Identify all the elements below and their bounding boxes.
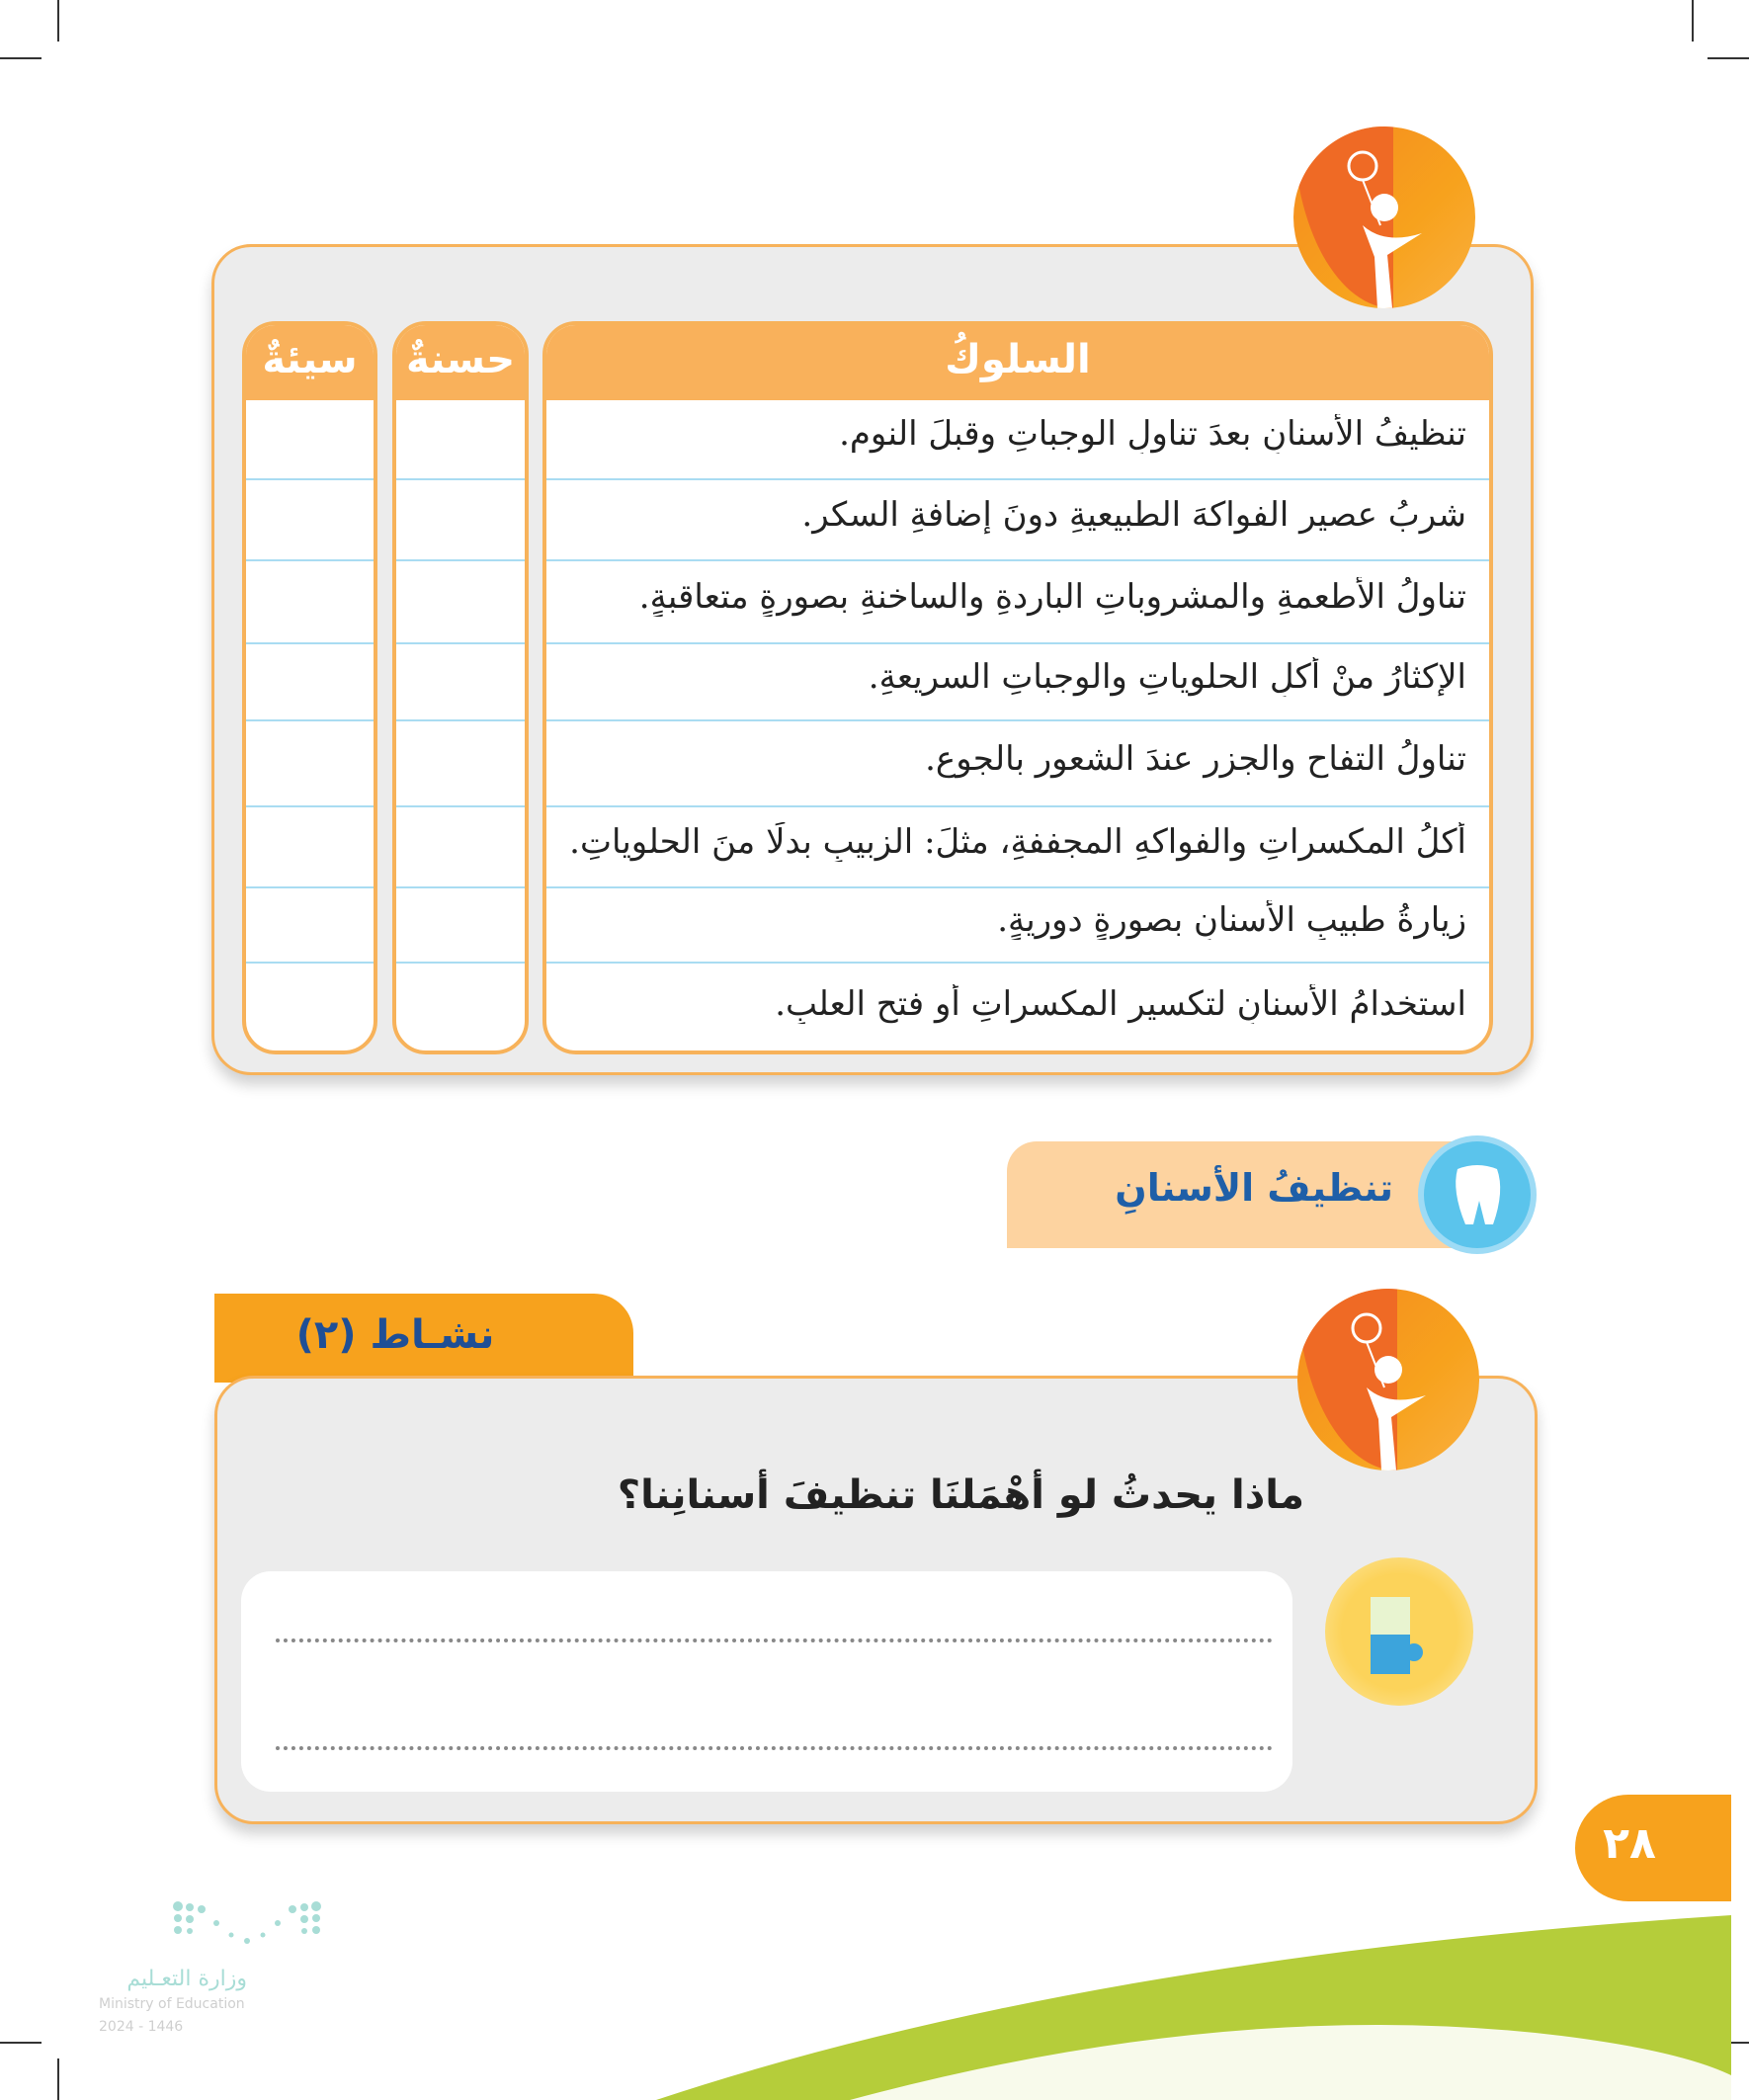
good-checkbox-cell[interactable]: [396, 561, 525, 640]
bad-checkbox-cell[interactable]: [246, 398, 374, 476]
activity-medal-icon: [1293, 126, 1475, 308]
ministry-logo-english: Ministry of Education: [99, 1996, 245, 2012]
activity-question: ماذا يحدثُ لو أهْمَلنَا تنظيفَ أسنانِنا؟: [617, 1472, 1304, 1518]
behavior-row-text: الإكثارُ منْ أكلِ الحلوياتِ والوجباتِ السريعةِ.: [868, 657, 1466, 697]
behavior-row-text: استخدامُ الأسنانِ لتكسيرِ المكسراتِ أو فتحِ العلبِ.: [775, 984, 1466, 1024]
crop-mark: [1707, 57, 1749, 59]
behavior-row-text: شربُ عصيرِ الفواكهَ الطبيعيةِ دونَ إضافةِ السكرِ.: [801, 495, 1466, 535]
bad-checkbox-cell[interactable]: [246, 721, 374, 803]
behavior-header: السلوكُ: [546, 325, 1489, 400]
good-checkbox-cell[interactable]: [396, 888, 525, 960]
activity-medal-icon: [1297, 1289, 1479, 1470]
ministry-logo-dots: [172, 1901, 322, 1953]
row-divider: [546, 559, 1489, 561]
behavior-row-text: أكلُ المكسراتِ والفواكهِ المجففةِ، مثلَ: الزبيبِ بدلًا منَ الحلوياتِ.: [569, 822, 1466, 862]
row-divider: [546, 886, 1489, 888]
row-divider: [546, 805, 1489, 807]
activity-tab-label: نشـاط (٢): [295, 1312, 495, 1358]
bad-checkbox-cell[interactable]: [246, 964, 374, 1052]
section-title: تنظيفُ الأسنانِ: [1115, 1166, 1393, 1210]
crop-mark: [1692, 0, 1694, 42]
row-divider: [546, 962, 1489, 964]
good-header: حسنةٌ: [396, 325, 525, 400]
crop-mark: [0, 57, 42, 59]
ministry-logo-year: 2024 - 1446: [99, 2019, 184, 2035]
bad-header: سيئةٌ: [246, 325, 374, 400]
row-divider: [546, 719, 1489, 721]
good-checkbox-cell[interactable]: [396, 721, 525, 803]
crop-mark: [57, 0, 59, 42]
bad-checkbox-cell[interactable]: [246, 480, 374, 557]
good-checkbox-cell[interactable]: [396, 480, 525, 557]
behavior-row-text: زيارةُ طبيبِ الأسنانِ بصورةٍ دوريةٍ.: [997, 900, 1466, 940]
behavior-row-text: تناولُ التفاحِ والجزرِ عندَ الشعورِ بالجوعِ.: [925, 739, 1466, 779]
bad-checkbox-cell[interactable]: [246, 888, 374, 960]
behavior-row-text: تنظيفُ الأسنانِ بعدَ تناولِ الوجباتِ وقبلَ النومِ.: [839, 414, 1466, 454]
bad-checkbox-cell[interactable]: [246, 561, 374, 640]
good-checkbox-cell[interactable]: [396, 807, 525, 884]
answer-line[interactable]: [276, 1746, 1273, 1750]
row-divider: [546, 478, 1489, 480]
puzzle-icon: [1325, 1557, 1473, 1706]
bad-checkbox-cell[interactable]: [246, 807, 374, 884]
answer-box[interactable]: [241, 1571, 1292, 1792]
row-divider: [546, 642, 1489, 644]
ministry-logo-arabic: وزارة التعـليم: [126, 1967, 247, 1991]
good-checkbox-cell[interactable]: [396, 644, 525, 717]
answer-line[interactable]: [276, 1638, 1273, 1642]
tooth-icon: [1418, 1135, 1537, 1254]
bad-checkbox-cell[interactable]: [246, 644, 374, 717]
behavior-row-text: تناولُ الأطعمةِ والمشروباتِ الباردةِ والساخنةِ بصورةٍ متعاقبةٍ.: [638, 577, 1466, 617]
good-checkbox-cell[interactable]: [396, 964, 525, 1052]
good-checkbox-cell[interactable]: [396, 398, 525, 476]
page-number: ٢٨: [1603, 1818, 1656, 1869]
